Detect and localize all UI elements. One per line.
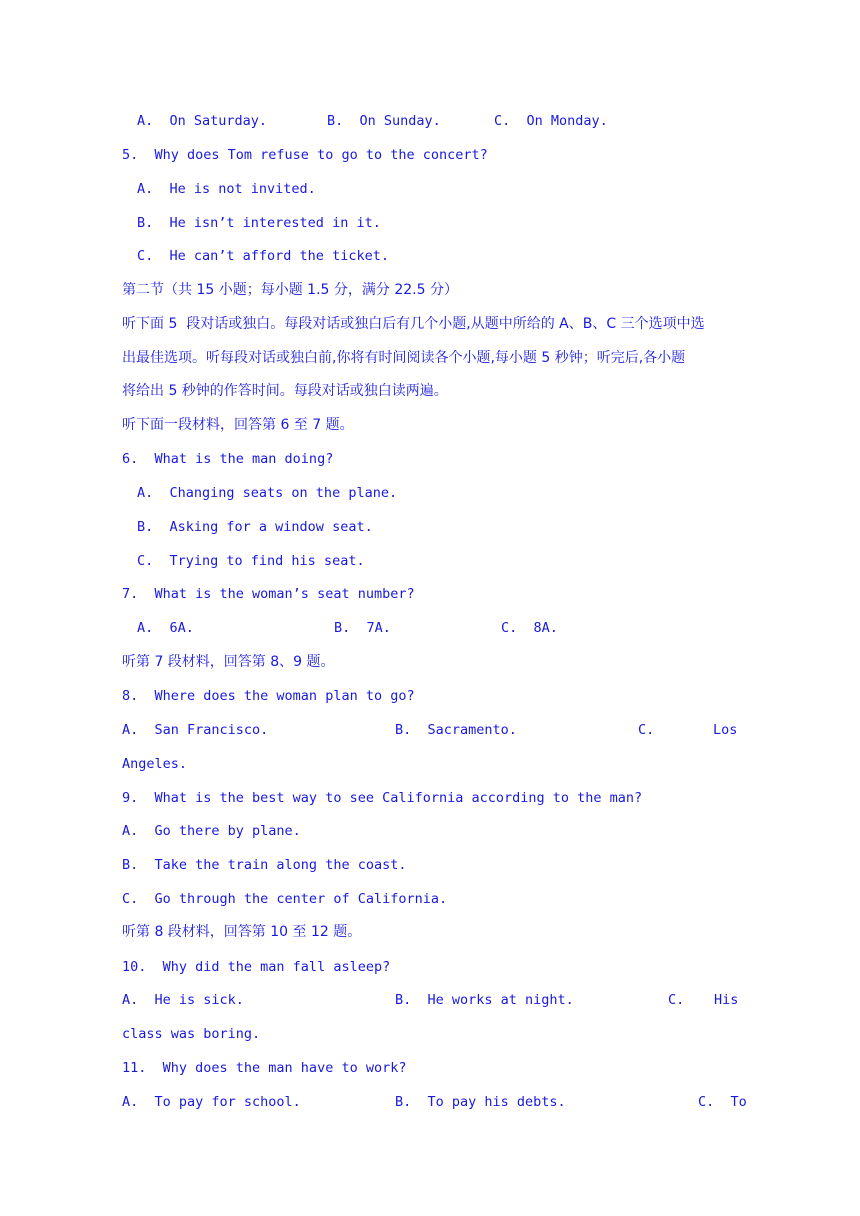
option-b: B. He works at night. xyxy=(395,992,574,1008)
option-c-text: Los xyxy=(713,722,738,738)
option-a: A. Go there by plane. xyxy=(122,823,301,839)
option-a: A. San Francisco. xyxy=(122,722,269,738)
q5-option-a xyxy=(0,179,860,199)
instructions-line-2 xyxy=(0,348,860,368)
q4-options xyxy=(0,111,860,131)
q8-options xyxy=(0,720,860,740)
q9-stem xyxy=(0,788,860,808)
material-8 xyxy=(0,922,860,942)
option-c: C. 8A. xyxy=(501,620,558,636)
instruction-text: 将给出 5 秒钟的作答时间。每段对话或独白读两遍。 xyxy=(122,383,448,399)
option-b: B. He isn’t interested in it. xyxy=(137,215,381,231)
option-c: C. Trying to find his seat. xyxy=(137,553,365,569)
option-a: A. Changing seats on the plane. xyxy=(137,485,398,501)
q8-stem xyxy=(0,686,860,706)
option-b: B. Sacramento. xyxy=(395,722,517,738)
instruction-text: 出最佳选项。听每段对话或独白前,你将有时间阅读各个小题,每小题 5 秒钟；听完后,各小题 xyxy=(122,350,686,366)
option-b: B. Asking for a window seat. xyxy=(137,519,373,535)
option-c-continued: Angeles. xyxy=(122,756,188,772)
q9-option-b xyxy=(0,855,860,875)
instruction-text: 听下面 5 段对话或独白。每段对话或独白后有几个小题,从题中所给的 A、B、C 三个选项中选 xyxy=(122,316,705,332)
q8-wrap xyxy=(0,754,860,774)
option-c: C. xyxy=(638,722,655,738)
q10-stem xyxy=(0,957,860,977)
material-7 xyxy=(0,652,860,672)
option-b: B. 7A. xyxy=(334,620,391,636)
option-a: A. He is not invited. xyxy=(137,181,316,197)
option-c: C. He can’t afford the ticket. xyxy=(137,248,389,264)
q6-option-a xyxy=(0,483,860,503)
section-heading: 第二节（共 15 小题；每小题 1.5 分，满分 22.5 分） xyxy=(122,282,458,298)
question-text: 7. What is the woman’s seat number? xyxy=(122,586,415,602)
material-heading: 听下面一段材料，回答第 6 至 7 题。 xyxy=(122,417,354,433)
material-heading: 听第 8 段材料，回答第 10 至 12 题。 xyxy=(122,924,362,940)
material-heading: 听第 7 段材料，回答第 8、9 题。 xyxy=(122,654,335,670)
q6-option-c xyxy=(0,551,860,571)
section2-heading xyxy=(0,280,860,300)
q9-option-a xyxy=(0,821,860,841)
option-a: A. On Saturday. xyxy=(137,113,268,129)
q10-options xyxy=(0,990,860,1010)
q5-stem xyxy=(0,145,860,165)
q11-options xyxy=(0,1092,860,1112)
option-c: C. Go through the center of California. xyxy=(122,891,448,907)
material-6 xyxy=(0,415,860,435)
option-a: A. 6A. xyxy=(137,620,194,636)
instructions-line-1 xyxy=(0,314,860,334)
question-text: 11. Why does the man have to work? xyxy=(122,1060,407,1076)
question-text: 9. What is the best way to see California according to the man? xyxy=(122,790,643,806)
q9-option-c xyxy=(0,889,860,909)
q7-stem xyxy=(0,584,860,604)
option-c-text: His xyxy=(714,992,739,1008)
option-c: C. On Monday. xyxy=(494,113,608,129)
q10-wrap xyxy=(0,1024,860,1044)
option-c: C. xyxy=(668,992,685,1008)
question-text: 6. What is the man doing? xyxy=(122,451,334,467)
option-b: B. Take the train along the coast. xyxy=(122,857,407,873)
instructions-line-3 xyxy=(0,381,860,401)
q5-option-b xyxy=(0,213,860,233)
option-c-continued: class was boring. xyxy=(122,1026,261,1042)
option-a: A. He is sick. xyxy=(122,992,244,1008)
option-b: B. On Sunday. xyxy=(327,113,441,129)
q11-stem xyxy=(0,1058,860,1078)
q6-option-b xyxy=(0,517,860,537)
option-b: B. To pay his debts. xyxy=(395,1094,566,1110)
option-a: A. To pay for school. xyxy=(122,1094,301,1110)
option-c: C. To xyxy=(698,1094,747,1110)
question-text: 8. Where does the woman plan to go? xyxy=(122,688,415,704)
q6-stem xyxy=(0,449,860,469)
q7-options xyxy=(0,618,860,638)
q5-option-c xyxy=(0,246,860,266)
question-text: 10. Why did the man fall asleep? xyxy=(122,959,391,975)
question-text: 5. Why does Tom refuse to go to the concert? xyxy=(122,147,488,163)
